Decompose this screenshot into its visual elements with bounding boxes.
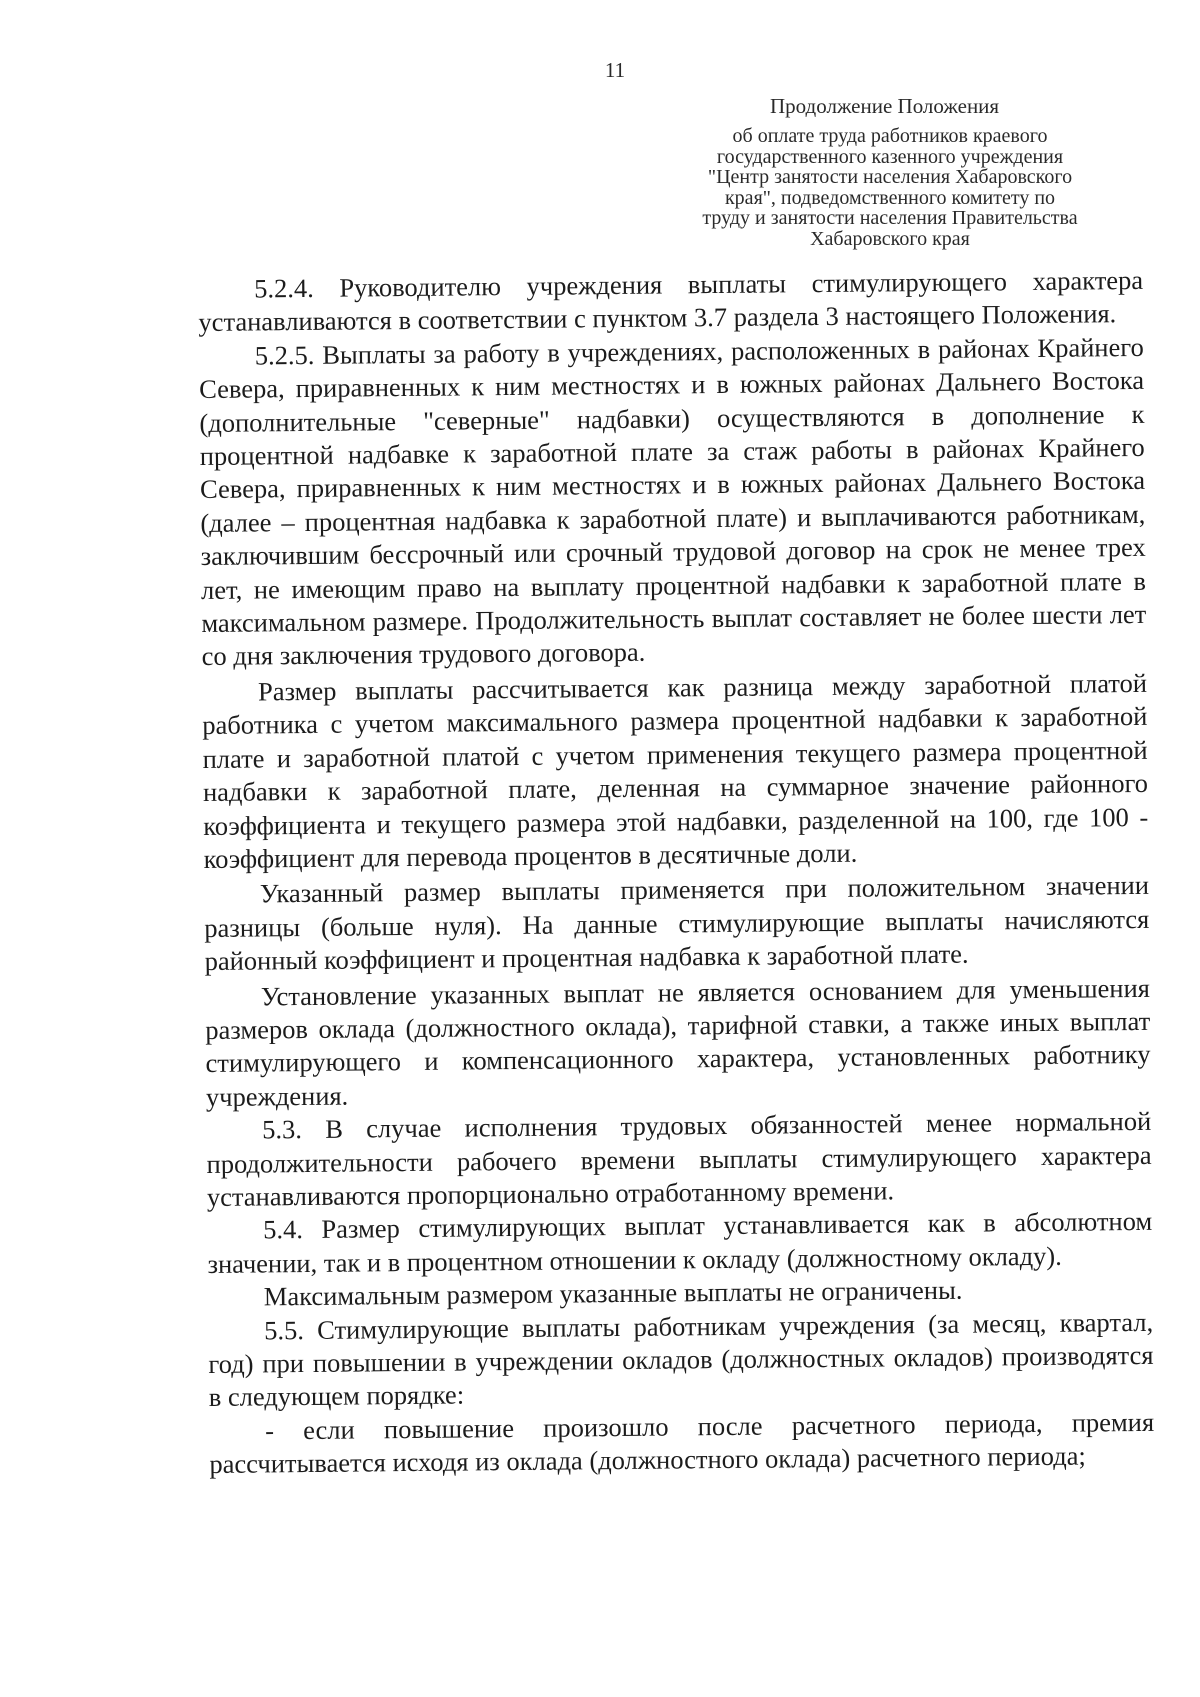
header-line: об оплате труда работников краевого: [732, 125, 1048, 147]
paragraph-5-3: 5.3. В случае исполнения трудовых обязанностей менее нормальной продолжительности рабочего времени выплаты стимулирующего характера устанавливаются пропорционально отработанному времени.: [206, 1106, 1152, 1212]
paragraph-5-2-5: 5.2.5. Выплаты за работу в учреждениях, расположенных в районах Крайнего Севера, приравненных к ним местностях и в южных районах Дальнего Востока (дополнительные "северные" надбавки) осуществляются в дополнение к процентной надбавке к заработной плате за стаж работы в районах Крайнего Севера, приравненных к ним местностях и в южных районах Дальнего Востока (далее – процентная надбавка к заработной плате) и выплачиваются работникам, заключившим бессрочный или срочный трудовой договор на срок не менее трех лет, не имеющим право на выплату процентной надбавки к заработной плате в максимальном размере. Продолжительность выплат составляет не более шести лет со дня заключения трудового договора.: [198, 331, 1147, 672]
paragraph-list-item: - если повышение произошло после расчетного периода, премия рассчитывается исходя из оклада (должностного оклада) расчетного периода;: [209, 1406, 1155, 1480]
paragraph-5-5: 5.5. Стимулирующие выплаты работникам учреждения (за месяц, квартал, год) при повышении в учреждении окладов (должностных окладов) производятся в следующем порядке:: [208, 1306, 1154, 1413]
paragraph-payment-calculation: Размер выплаты рассчитывается как разница между заработной платой работника с учетом максимального размера процентной надбавки к заработной плате и заработной платой с учетом применения текущего размера процентной надбавки к заработной плате, деленная на суммарное значение районного коэффициента и текущего размера этой надбавки, разделенной на 100, где 100 - коэффициент для перевода процентов в десятичные доли.: [202, 667, 1149, 874]
paragraph-no-reduction: Установление указанных выплат не является основанием для уменьшения размеров оклада (должностного оклада), тарифной ставки, а также иных выплат стимулирующего и компенсационного характера, установленных работнику учреждения.: [205, 972, 1151, 1112]
header-line: Хабаровского края: [810, 227, 970, 250]
header-line: государственного казенного учреждения: [716, 145, 1064, 168]
paragraph-5-2-4: 5.2.4. Руководителю учреждения выплаты стимулирующего характера устанавливаются в соответствии с пунктом 3.7 раздела 3 настоящего Положения.: [198, 264, 1144, 338]
header-line: "Центр занятости населения Хабаровского: [707, 166, 1073, 188]
page-number: 11: [604, 58, 626, 82]
continuation-label: Продолжение Положения: [770, 94, 1000, 118]
regulation-header: [660, 126, 1120, 249]
paragraph-maximum-unlimited: Максимальным размером указанные выплаты не ограничены.: [263, 1274, 963, 1312]
body-text: [198, 264, 1155, 1482]
header-line: края", подведомственного комитету по: [724, 186, 1056, 209]
paragraph-positive-difference: Указанный размер выплаты применяется при положительном значении разницы (больше нуля). На данные стимулирующие выплаты начисляются районный коэффициент и процентная надбавка к заработной плате.: [204, 870, 1150, 977]
paragraph-5-4: 5.4. Размер стимулирующих выплат устанавливается как в абсолютном значении, так и в процентном отношении к окладу (должностному окладу).: [207, 1206, 1153, 1279]
header-line: труду и занятости населения Правительства: [702, 207, 1078, 229]
